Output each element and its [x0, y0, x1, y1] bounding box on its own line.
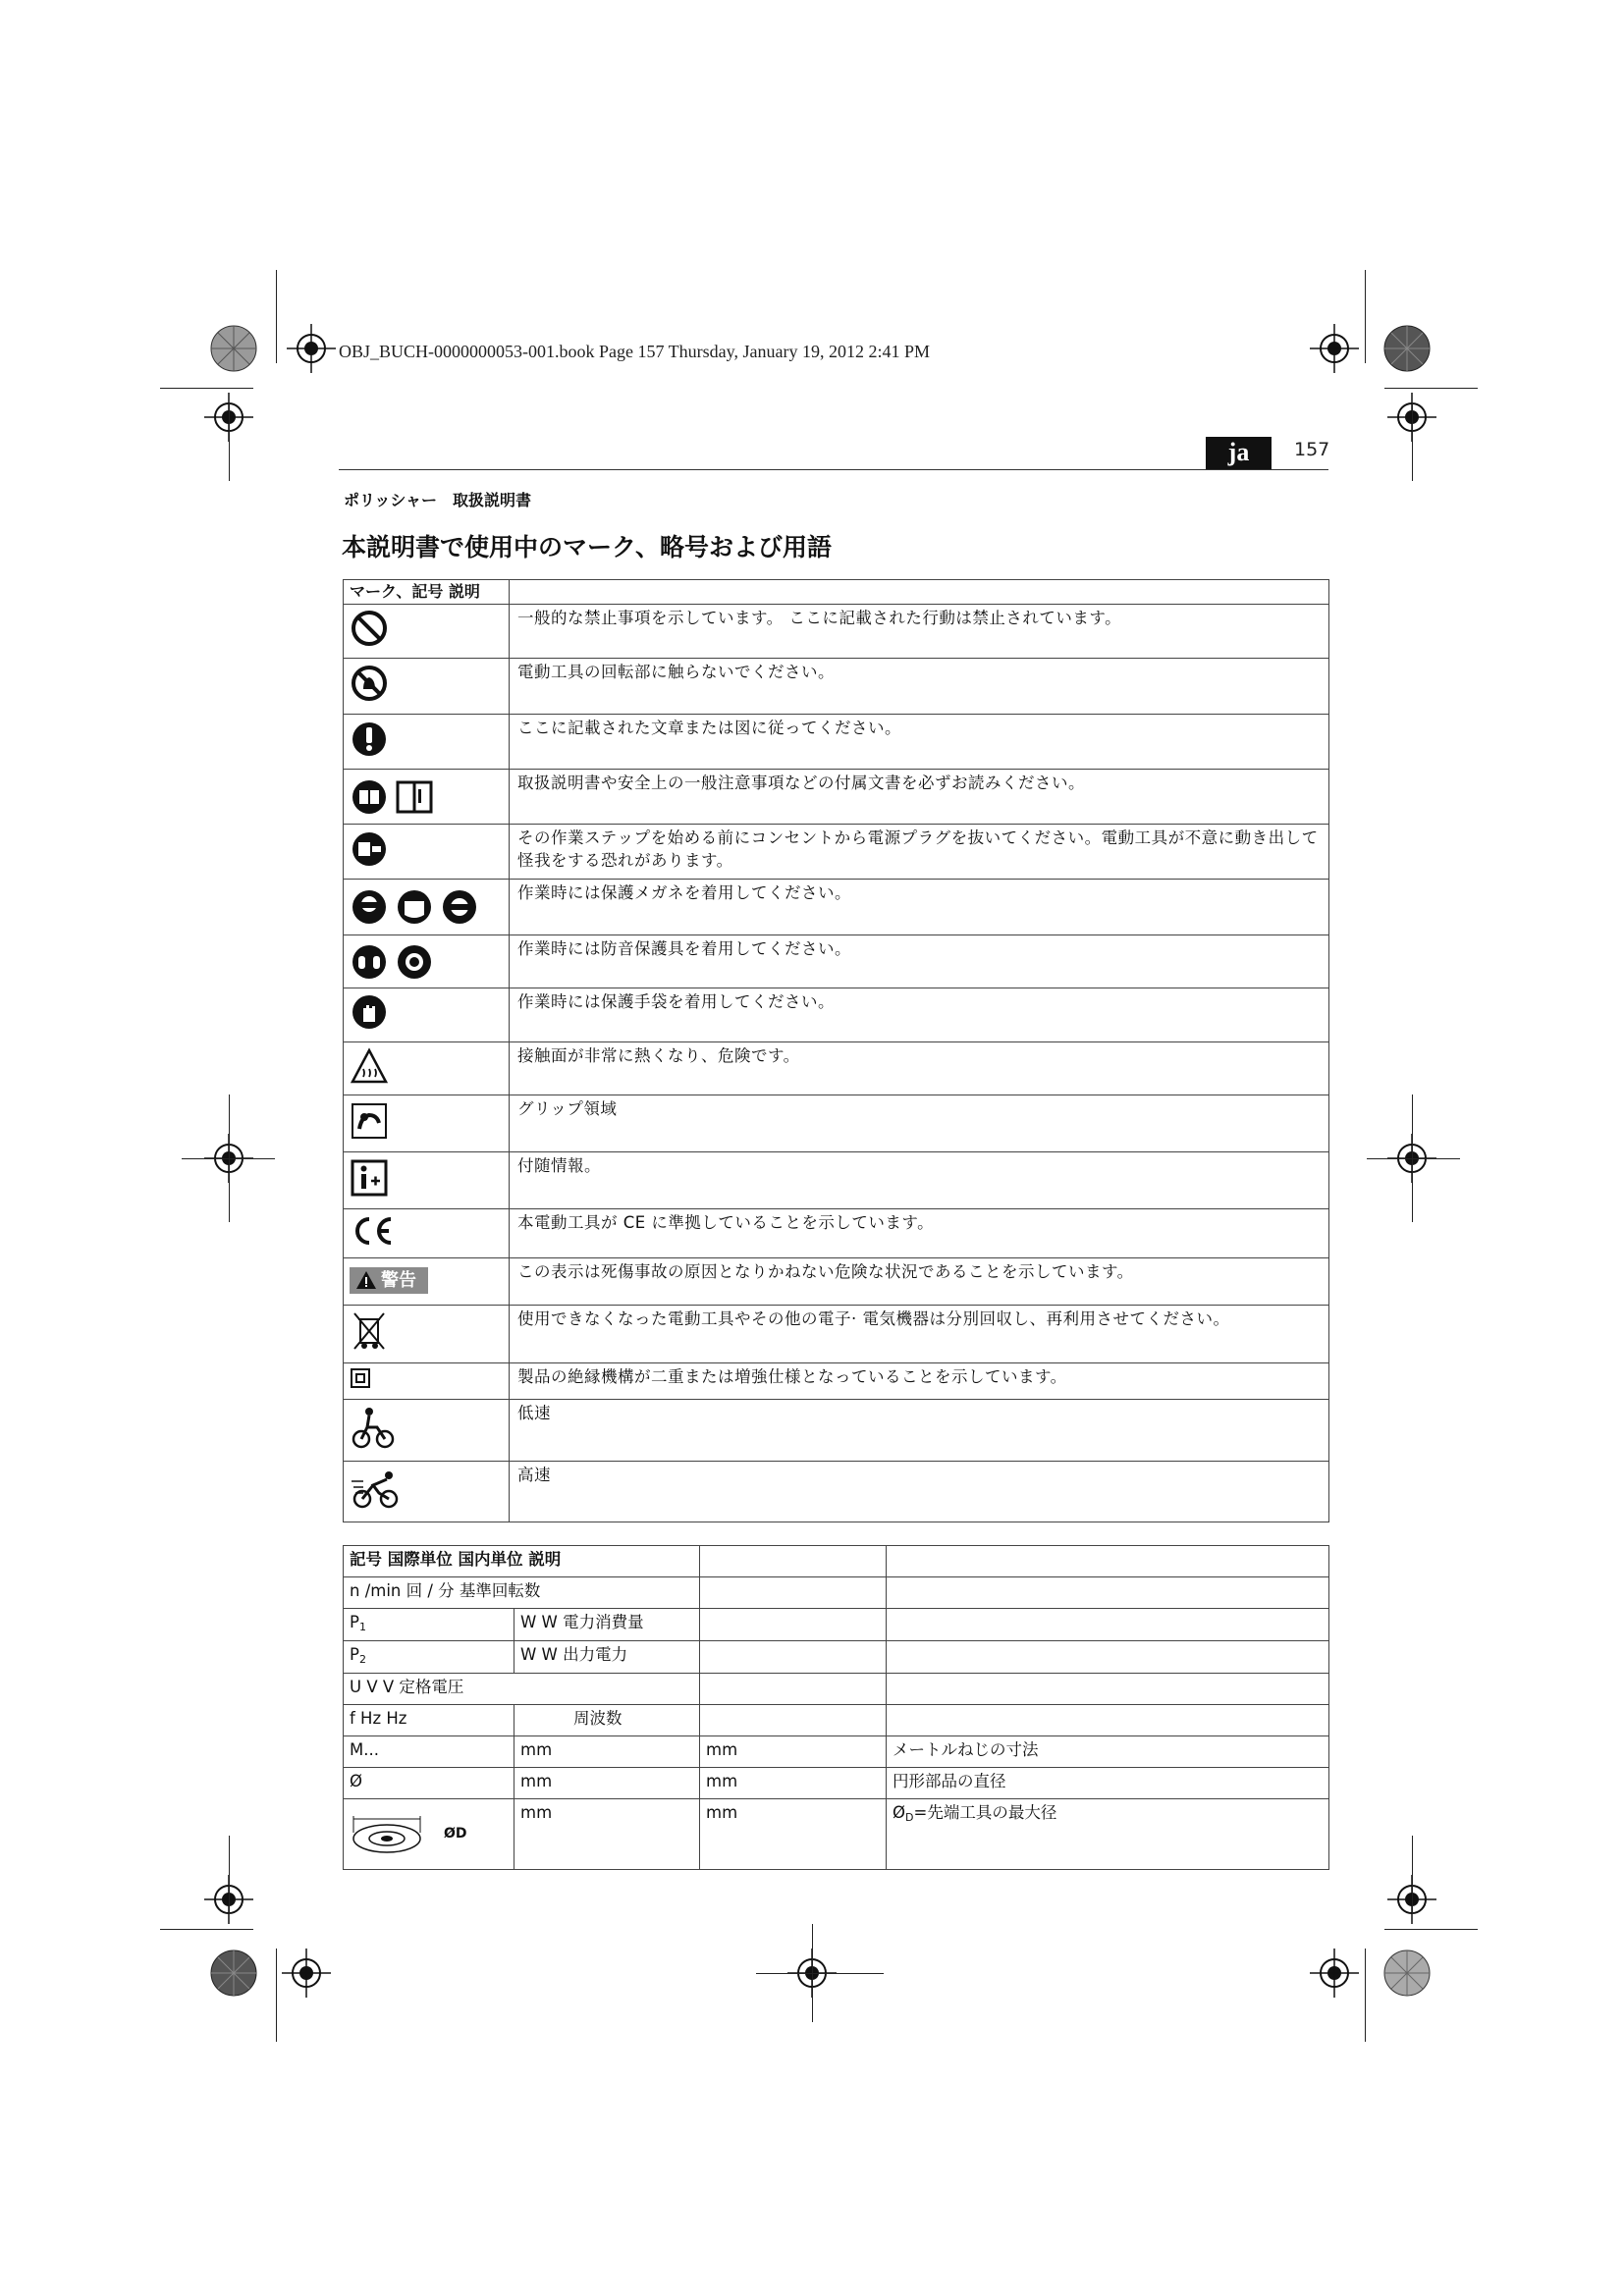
disc-diameter-label: ØD	[444, 1826, 467, 1842]
mark-description: 一般的な禁止事項を示しています。 ここに記載された行動は禁止されています。	[510, 605, 1329, 659]
mark-description: 作業時には防音保護具を着用してください。	[510, 935, 1329, 988]
mark-description: 取扱説明書や安全上の一般注意事項などの付属文書を必ずお読みください。	[510, 770, 1329, 825]
mark-description: 電動工具の回転部に触らないでください。	[510, 659, 1329, 715]
table-row	[344, 1306, 1329, 1363]
prohibition-icon	[350, 609, 389, 648]
mark-description: 付随情報。	[510, 1152, 1329, 1209]
section-label: ポリッシャー 取扱説明書	[344, 491, 532, 509]
table-row	[344, 1209, 1329, 1258]
description-cell: メートルねじの寸法	[887, 1736, 1329, 1768]
symbol-cell: $P_2$	[344, 1641, 514, 1674]
table-row	[344, 1609, 1329, 1641]
table-header-row	[344, 1546, 1329, 1577]
mark-description: 本電動工具が CE に準拠していることを示しています。	[510, 1209, 1329, 1258]
registration-mark-icon	[1310, 1949, 1359, 1998]
double-insulation-icon	[350, 1367, 371, 1389]
units-table	[343, 1545, 1329, 1870]
unit-cell: 周波数	[514, 1705, 700, 1736]
color-target-icon	[209, 1949, 258, 1998]
color-target-icon	[1382, 324, 1432, 373]
symbol-cell: f Hz Hz	[344, 1705, 514, 1736]
table-row	[344, 1768, 1329, 1799]
unit-cell: n /min 回 / 分 基準回転数	[344, 1577, 700, 1609]
national-unit-cell: mm	[700, 1736, 887, 1768]
ce-mark-icon	[350, 1214, 395, 1248]
table-row	[344, 988, 1329, 1042]
description-cell: 円形部品の直径	[887, 1768, 1329, 1799]
si-unit-cell: mm	[514, 1736, 700, 1768]
marks-table	[343, 579, 1329, 1522]
unit-cell: W W 電力消費量	[514, 1609, 700, 1641]
unit-cell: U V V 定格電圧	[344, 1674, 700, 1705]
table-row	[344, 1042, 1329, 1095]
header-rule	[339, 469, 1328, 470]
table-row	[344, 1400, 1329, 1462]
si-unit-cell: mm	[514, 1768, 700, 1799]
warning-label-text: 警告	[381, 1269, 416, 1291]
mark-description: 製品の絶縁機構が二重または増強仕様となっていることを示しています。	[510, 1363, 1329, 1400]
table-header-row	[344, 580, 1329, 605]
ear-muffs-icon	[395, 942, 434, 982]
registration-mark-icon	[282, 1949, 331, 1998]
table-row	[344, 715, 1329, 770]
ear-protection-icon	[350, 942, 389, 982]
registration-mark-icon	[287, 324, 336, 373]
table-row	[344, 1462, 1329, 1522]
unit-cell: W W 出力電力	[514, 1641, 700, 1674]
warning-label-icon	[350, 1267, 428, 1294]
manual-book-icon	[395, 777, 434, 817]
weee-bin-icon	[350, 1309, 389, 1353]
table-row	[344, 1095, 1329, 1152]
mandatory-action-icon	[350, 720, 389, 759]
mark-description: 低速	[510, 1400, 1329, 1462]
color-target-icon	[209, 324, 258, 373]
table-header: マーク、記号 説明	[344, 580, 510, 605]
si-unit-cell: mm	[514, 1799, 700, 1870]
unplug-icon	[350, 829, 389, 869]
page-title: 本説明書で使用中のマーク、略号および用語	[342, 533, 833, 561]
eye-protection-icon	[350, 887, 389, 927]
mark-description: ここに記載された文章または図に従ってください。	[510, 715, 1329, 770]
table-row	[344, 1674, 1329, 1705]
warning-triangle-icon	[355, 1270, 377, 1290]
info-icon	[350, 1158, 389, 1198]
read-manual-icon	[350, 777, 389, 817]
mark-description: 作業時には保護手袋を着用してください。	[510, 988, 1329, 1042]
mark-description: 接触面が非常に熱くなり、危険です。	[510, 1042, 1329, 1095]
hot-surface-icon	[350, 1047, 389, 1085]
table-row	[344, 1641, 1329, 1674]
table-row	[344, 880, 1329, 935]
disc-diameter-icon	[350, 1813, 438, 1856]
mark-description: この表示は死傷事故の原因となりかねない危険な状況であることを示しています。	[510, 1258, 1329, 1306]
table-row	[344, 659, 1329, 715]
national-unit-cell: mm	[700, 1768, 887, 1799]
national-unit-cell: mm	[700, 1799, 887, 1870]
color-target-icon	[1382, 1949, 1432, 1998]
low-speed-icon	[350, 1404, 397, 1451]
goggles-icon	[440, 887, 479, 927]
description-cell: $Ø_D=$先端工具の最大径	[887, 1799, 1329, 1870]
table-row	[344, 1736, 1329, 1768]
table-row	[344, 825, 1329, 880]
no-touch-rotating-part-icon	[350, 664, 389, 703]
symbol-cell: Ø	[344, 1768, 514, 1799]
grip-area-icon	[350, 1101, 389, 1141]
mark-description: 高速	[510, 1462, 1329, 1522]
mark-description: 作業時には保護メガネを着用してください。	[510, 880, 1329, 935]
mark-description: その作業ステップを始める前にコンセントから電源プラグを抜いてください。電動工具が不意に動き出して怪我をする恐れがあります。	[510, 825, 1329, 880]
symbol-cell	[344, 1799, 514, 1870]
gloves-icon	[350, 992, 389, 1032]
table-row	[344, 1705, 1329, 1736]
page-number: 157	[1294, 439, 1330, 460]
symbol-cell: $P_1$	[344, 1609, 514, 1641]
mark-description: 使用できなくなった電動工具やその他の電子· 電気機器は分別回収し、再利用させてください。	[510, 1306, 1329, 1363]
table-row	[344, 1363, 1329, 1400]
table-row	[344, 605, 1329, 659]
table-row	[344, 1152, 1329, 1209]
table-row	[344, 770, 1329, 825]
high-speed-icon	[350, 1468, 403, 1511]
print-header: OBJ_BUCH-0000000053-001.book Page 157 Thursday, January 19, 2012 2:41 PM	[339, 342, 930, 361]
table-row	[344, 1258, 1329, 1306]
language-badge: ja	[1206, 437, 1272, 469]
symbol-cell: M...	[344, 1736, 514, 1768]
table-row	[344, 1799, 1329, 1870]
registration-mark-icon	[1310, 324, 1359, 373]
table-row	[344, 1577, 1329, 1609]
table-header: 記号 国際単位 国内単位 説明	[344, 1546, 700, 1577]
face-shield-icon	[395, 887, 434, 927]
table-row	[344, 935, 1329, 988]
mark-description: グリップ領域	[510, 1095, 1329, 1152]
